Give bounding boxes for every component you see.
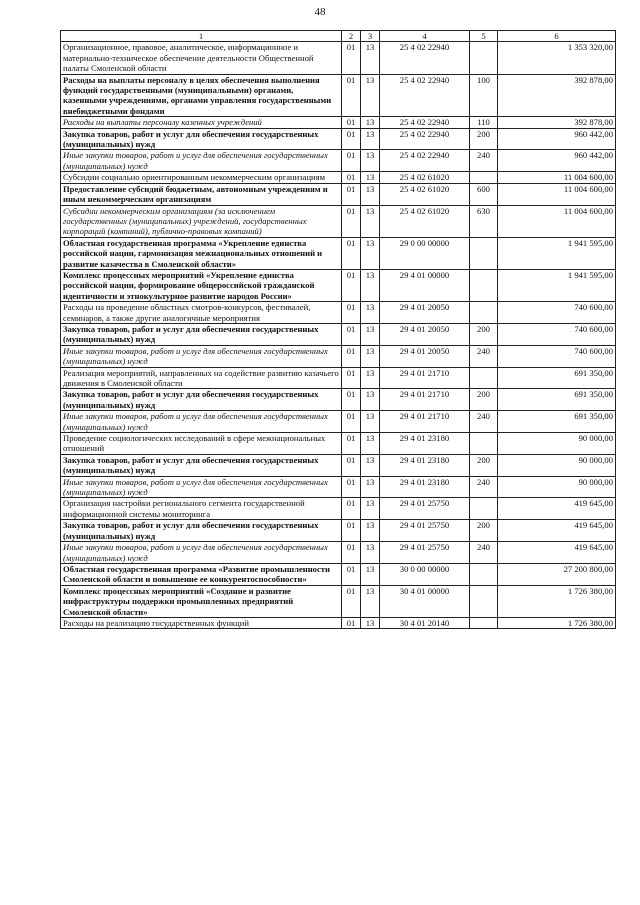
subsection-code: 13 [361,269,380,301]
table-row [61,128,616,150]
expense-type-code: 240 [470,345,498,367]
col-header-expense-type: 5 [470,31,498,42]
expense-type-code [470,302,498,324]
subsection-code: 13 [361,367,380,389]
table-row [61,42,616,74]
table-row [61,74,616,117]
amount: 1 353 320,00 [498,42,616,74]
expense-name: Областная государственная программа «Укрепление единства российской нации, гармонизация межнациональных отношений и развитие казачества в Смоленской области» [61,237,342,269]
subsection-code: 13 [361,323,380,345]
target-article-code: 25 4 02 22940 [380,117,470,128]
section-code: 01 [342,563,361,585]
amount: 419 645,00 [498,498,616,520]
target-article-code: 25 4 02 61020 [380,172,470,183]
subsection-code: 13 [361,476,380,498]
expense-name: Иные закупки товаров, работ и услуг для обеспечения государственных (муниципальных) нужд [61,345,342,367]
target-article-code: 29 4 01 20050 [380,323,470,345]
expense-name: Закупка товаров, работ и услуг для обеспечения государственных (муниципальных) нужд [61,128,342,150]
expense-type-code: 200 [470,454,498,476]
section-code: 01 [342,74,361,117]
section-code: 01 [342,302,361,324]
amount: 960 442,00 [498,128,616,150]
amount: 691 350,00 [498,389,616,411]
table-row [61,585,616,617]
target-article-code: 29 4 01 23180 [380,476,470,498]
section-code: 01 [342,42,361,74]
expense-type-code [470,42,498,74]
subsection-code: 13 [361,411,380,433]
table-row [61,498,616,520]
section-code: 01 [342,205,361,237]
table-row [61,172,616,183]
amount: 419 645,00 [498,542,616,564]
table-row [61,389,616,411]
subsection-code: 13 [361,433,380,455]
expense-name: Иные закупки товаров, работ и услуг для обеспечения государственных (муниципальных) нужд [61,150,342,172]
subsection-code: 13 [361,520,380,542]
target-article-code: 25 4 02 22940 [380,42,470,74]
expense-name: Областная государственная программа «Развитие промышленности Смоленской области и повышение ее конкурентоспособности» [61,563,342,585]
expense-name: Расходы на проведение областных смотров-конкурсов, фестивалей, семинаров, а также другие аналогичные мероприятия [61,302,342,324]
expense-name: Иные закупки товаров, работ и услуг для обеспечения государственных (муниципальных) нужд [61,542,342,564]
table-body [61,42,616,629]
expense-type-code [470,563,498,585]
amount: 90 000,00 [498,433,616,455]
expense-type-code: 200 [470,128,498,150]
subsection-code: 13 [361,117,380,128]
amount: 392 878,00 [498,117,616,128]
subsection-code: 13 [361,172,380,183]
expense-type-code [470,433,498,455]
amount: 11 004 600,00 [498,172,616,183]
expense-type-code: 240 [470,476,498,498]
amount: 1 941 595,00 [498,237,616,269]
section-code: 01 [342,520,361,542]
target-article-code: 29 4 01 23180 [380,454,470,476]
target-article-code: 29 4 01 25750 [380,520,470,542]
expense-name: Субсидии некоммерческим организациям (за исключением государственных (муниципальных) учреждений, государственных корпораций (компаний), публично-правовых компаний) [61,205,342,237]
subsection-code: 13 [361,454,380,476]
table-row [61,563,616,585]
section-code: 01 [342,411,361,433]
table-row [61,345,616,367]
amount: 691 350,00 [498,367,616,389]
subsection-code: 13 [361,302,380,324]
subsection-code: 13 [361,585,380,617]
expense-type-code: 240 [470,150,498,172]
expense-type-code: 100 [470,74,498,117]
table-row [61,433,616,455]
table-row [61,367,616,389]
target-article-code: 29 4 01 20050 [380,302,470,324]
amount: 1 726 380,00 [498,585,616,617]
subsection-code: 13 [361,345,380,367]
expense-name: Комплекс процессных мероприятий «Укрепление единства российской нации, формирование общероссийской гражданской идентичности и этнокультурное развитие народов России» [61,269,342,301]
target-article-code: 30 4 01 00000 [380,585,470,617]
target-article-code: 25 4 02 61020 [380,183,470,205]
target-article-code: 29 4 01 25750 [380,498,470,520]
target-article-code: 29 4 01 25750 [380,542,470,564]
section-code: 01 [342,498,361,520]
expense-name: Предоставление субсидий бюджетным, автономным учреждениям и иным некоммерческим организациям [61,183,342,205]
col-header-name: 1 [61,31,342,42]
expense-name: Закупка товаров, работ и услуг для обеспечения государственных (муниципальных) нужд [61,323,342,345]
section-code: 01 [342,323,361,345]
section-code: 01 [342,389,361,411]
section-code: 01 [342,172,361,183]
expense-type-code: 200 [470,520,498,542]
amount: 1 941 595,00 [498,269,616,301]
amount: 1 726 380,00 [498,617,616,628]
subsection-code: 13 [361,542,380,564]
expense-name: Иные закупки товаров, работ и услуг для обеспечения государственных (муниципальных) нужд [61,476,342,498]
expense-name: Проведение социологических исследований в сфере межнациональных отношений [61,433,342,455]
amount: 691 350,00 [498,411,616,433]
target-article-code: 25 4 02 61020 [380,205,470,237]
expense-type-code: 240 [470,542,498,564]
section-code: 01 [342,128,361,150]
header-row [61,31,616,42]
section-code: 01 [342,585,361,617]
section-code: 01 [342,476,361,498]
table-row [61,476,616,498]
target-article-code: 30 4 01 20140 [380,617,470,628]
subsection-code: 13 [361,74,380,117]
expense-type-code: 600 [470,183,498,205]
target-article-code: 29 4 01 21710 [380,411,470,433]
subsection-code: 13 [361,205,380,237]
col-header-subsection: 3 [361,31,380,42]
expense-name: Организационное, правовое, аналитическое, информационное и материально-техническое обеспечение деятельности Общественной палаты Смоленской области [61,42,342,74]
amount: 11 004 600,00 [498,205,616,237]
target-article-code: 25 4 02 22940 [380,150,470,172]
section-code: 01 [342,183,361,205]
col-header-amount: 6 [498,31,616,42]
target-article-code: 30 0 00 00000 [380,563,470,585]
amount: 27 200 800,00 [498,563,616,585]
target-article-code: 25 4 02 22940 [380,128,470,150]
section-code: 01 [342,542,361,564]
expense-type-code [470,585,498,617]
subsection-code: 13 [361,237,380,269]
amount: 419 645,00 [498,520,616,542]
expense-name: Расходы на выплаты персоналу в целях обеспечения выполнения функций государственными (муниципальными) органами, казенными учреждениями, органами управления государственными внебюджетными фондами [61,74,342,117]
amount: 392 878,00 [498,74,616,117]
subsection-code: 13 [361,617,380,628]
amount: 11 004 600,00 [498,183,616,205]
subsection-code: 13 [361,389,380,411]
expense-type-code [470,269,498,301]
amount: 740 600,00 [498,345,616,367]
table-row [61,302,616,324]
section-code: 01 [342,367,361,389]
table-row [61,150,616,172]
expense-type-code [470,498,498,520]
amount: 90 000,00 [498,476,616,498]
section-code: 01 [342,617,361,628]
expense-type-code [470,617,498,628]
section-code: 01 [342,269,361,301]
section-code: 01 [342,433,361,455]
subsection-code: 13 [361,563,380,585]
expense-name: Организация настройки регионального сегмента государственной информационной системы мониторинга [61,498,342,520]
table-row [61,323,616,345]
expense-name: Субсидии социально ориентированным некоммерческим организациям [61,172,342,183]
target-article-code: 29 0 00 00000 [380,237,470,269]
expense-type-code [470,172,498,183]
subsection-code: 13 [361,42,380,74]
expense-name: Комплекс процессных мероприятий «Создание и развитие инфраструктуры поддержки промышленных предприятий Смоленской области» [61,585,342,617]
expense-name: Закупка товаров, работ и услуг для обеспечения государственных (муниципальных) нужд [61,389,342,411]
expense-type-code: 110 [470,117,498,128]
expense-name: Иные закупки товаров, работ и услуг для обеспечения государственных (муниципальных) нужд [61,411,342,433]
section-code: 01 [342,150,361,172]
target-article-code: 29 4 01 20050 [380,345,470,367]
expense-name: Закупка товаров, работ и услуг для обеспечения государственных (муниципальных) нужд [61,520,342,542]
table-row [61,205,616,237]
section-code: 01 [342,237,361,269]
expense-type-code: 240 [470,411,498,433]
section-code: 01 [342,454,361,476]
expense-name: Расходы на реализацию государственных функций [61,617,342,628]
table-row [61,117,616,128]
table-row [61,454,616,476]
amount: 740 600,00 [498,302,616,324]
expense-name: Расходы на выплаты персоналу казенных учреждений [61,117,342,128]
table-row [61,617,616,628]
section-code: 01 [342,117,361,128]
amount: 90 000,00 [498,454,616,476]
amount: 740 600,00 [498,323,616,345]
subsection-code: 13 [361,150,380,172]
expense-type-code [470,237,498,269]
subsection-code: 13 [361,183,380,205]
table-row [61,183,616,205]
target-article-code: 29 4 01 21710 [380,367,470,389]
table-header [61,31,616,42]
expense-name: Реализация мероприятий, направленных на содействие развитию казачьего движения в Смоленской области [61,367,342,389]
col-header-section: 2 [342,31,361,42]
target-article-code: 25 4 02 22940 [380,74,470,117]
page-number: 48 [314,6,326,18]
expense-type-code: 630 [470,205,498,237]
expense-type-code: 200 [470,389,498,411]
expense-type-code [470,367,498,389]
table-row [61,520,616,542]
target-article-code: 29 4 01 21710 [380,389,470,411]
target-article-code: 29 4 01 23180 [380,433,470,455]
expense-type-code: 200 [470,323,498,345]
table-row [61,542,616,564]
target-article-code: 29 4 01 00000 [380,269,470,301]
table-row [61,411,616,433]
subsection-code: 13 [361,128,380,150]
budget-table [60,30,616,629]
amount: 960 442,00 [498,150,616,172]
subsection-code: 13 [361,498,380,520]
section-code: 01 [342,345,361,367]
table-row [61,269,616,301]
table-row [61,237,616,269]
expense-name: Закупка товаров, работ и услуг для обеспечения государственных (муниципальных) нужд [61,454,342,476]
col-header-target-code: 4 [380,31,470,42]
